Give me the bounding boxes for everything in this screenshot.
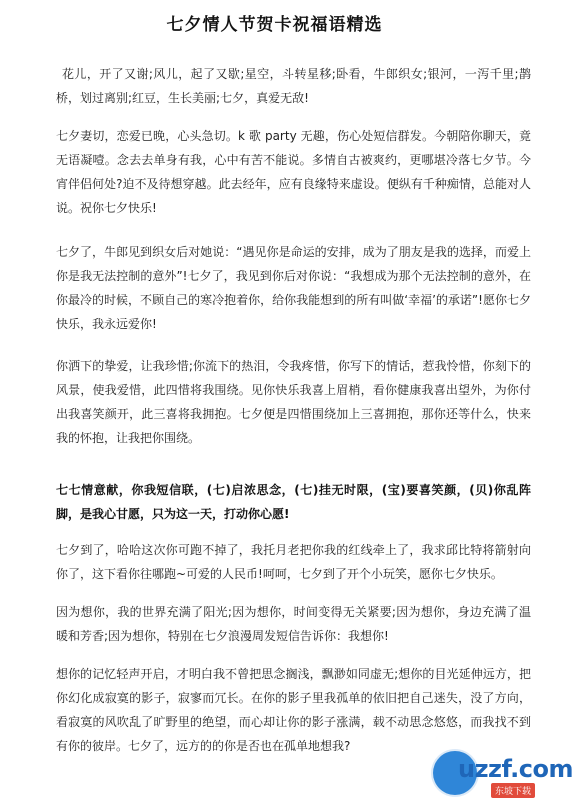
watermark-brand: uzzf.com	[458, 755, 573, 783]
paragraph-8: 想你的记忆轻声开启，才明白我不曾把思念搁浅，飘渺如同虚无;想你的目光延伸远方，把你幻化成寂寞的影子，寂寥而冗长。在你的影子里我孤单的依旧把自己迷失，没了方向，看寂寞的风吹乱了旷野里的绝望，而心却让你的影子涨满，载不动思念悠悠，而我找不到有你的彼岸。七夕了，远方的的你是否也在孤单地想我?	[56, 667, 531, 753]
site-watermark-logo	[433, 749, 573, 797]
paragraph-4: 你洒下的挚爱，让我珍惜;你流下的热泪，令我疼惜，你写下的情话，惹我怜惜，你刻下的风景，使我爱惜，此四惜将我围绕。见你快乐我喜上眉梢，看你健康我喜出望外，为你付出我喜笑颜开，此三喜将我拥抱。七夕便是四惜围绕加上三喜拥抱，那你还等什么，快来我的怀抱，让我把你围绕。	[56, 359, 531, 445]
paragraph-6: 七夕到了，哈哈这次你可跑不掉了，我托月老把你我的红线牵上了，我求邱比特将箭射向你了，这下看你往哪跑~可爱的人民币!呵呵，七夕到了开个小玩笑，愿你七夕快乐。	[56, 543, 531, 581]
paragraph-5: 七七情意献，你我短信联，(七)启浓思念，(七)挂无时限，(宝)要喜笑颜，(贝)你乱阵脚，是我心甘愿，只为这一天，打动你心愿!	[56, 483, 531, 521]
paragraph-2: 七夕妻切，恋爱已晚，心头急切。k 歌 party 无趣，伤心处短信群发。今朝陪你聊天，竟无语凝噎。念去去单身有我，心中有苦不能说。多情自古被爽约，更哪堪冷落七夕节。今宵伴侣何处?迫不及待想穿越。此去经年，应有良缘特来虚设。便纵有千种痴情，总能对人说。祝你七夕快乐!	[56, 129, 531, 215]
document-title: 七夕情人节贺卡祝福语精选	[166, 15, 383, 35]
paragraph-3: 七夕了，牛郎见到织女后对她说：“遇见你是命运的安排，成为了朋友是我的选择，而爱上你是我无法控制的意外”!七夕了，我见到你后对你说：“我想成为那个无法控制的意外，在你最冷的时候，不顾自己的寒冷抱着你，给你我能想到的所有叫做‘幸福’的承诺”!愿你七夕快乐，我永远爱你!	[56, 245, 531, 331]
paragraph-7: 因为想你，我的世界充满了阳光;因为想你，时间变得无关紧要;因为想你，身边充满了温暖和芳香;因为想你，特别在七夕浪漫周发短信告诉你：我想你!	[56, 605, 531, 643]
paragraph-1: 花儿，开了又谢;风儿，起了又歇;星空，斗转星移;卧看，牛郎织女;银河，一泻千里;鹊桥，划过离别;红豆，生长美丽;七夕，真爱无敌!	[56, 67, 531, 105]
watermark-sub: 东坡下载	[491, 783, 535, 798]
